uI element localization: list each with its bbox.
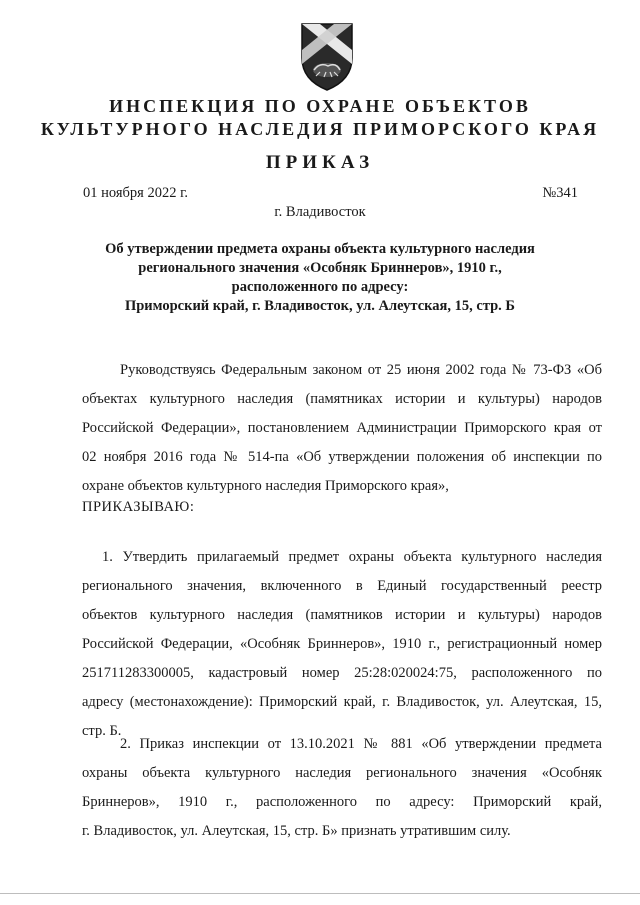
item-1-paragraph <box>82 543 602 746</box>
coat-of-arms-icon <box>298 20 356 92</box>
page-bottom-divider <box>0 893 640 894</box>
text-line: регионального значения, включенного в Единый государственный реестр <box>82 578 602 594</box>
order-date: 01 ноября 2022 г. <box>83 185 189 201</box>
order-subject <box>60 240 580 316</box>
text-line: 2. Приказ инспекции от 13.10.2021 № 881 «Об утверждении предмета <box>120 736 602 752</box>
text-line: охране объектов культурного наследия Приморского края», <box>82 478 449 494</box>
text-line: Российской Федерации, «Особняк Бриннеров», 1910 г., регистрационный номер <box>82 636 602 652</box>
organization-name-line1: ИНСПЕКЦИЯ ПО ОХРАНЕ ОБЪЕКТОВ <box>109 96 531 116</box>
subject-line: регионального значения «Особняк Бриннеров», 1910 г., <box>138 260 502 276</box>
preamble-paragraph <box>82 356 602 501</box>
subject-line: Приморский край, г. Владивосток, ул. Алеутская, 15, стр. Б <box>124 298 516 314</box>
document-type-title: ПРИКАЗ <box>265 152 375 173</box>
item-2-paragraph <box>82 730 602 846</box>
subject-line: Об утверждении предмета охраны объекта культурного наследия <box>105 241 535 257</box>
text-line: объектах культурного наследия (памятниках истории и культуры) народов <box>82 391 602 407</box>
text-line: охраны объекта культурного наследия регионального значения «Особняк <box>82 765 602 781</box>
text-line: Российской Федерации», постановлением Администрации Приморского края от <box>82 420 602 436</box>
text-line: объектов культурного наследия (памятников истории и культуры) народов <box>82 607 602 623</box>
text-line: Бриннеров», 1910 г., расположенного по адресу: Приморский край, <box>82 794 602 810</box>
order-number: №341 <box>542 185 578 201</box>
text-line: стр. Б. <box>82 723 122 739</box>
subject-line: расположенного по адресу: <box>231 279 409 295</box>
text-line: Руководствуясь Федеральным законом от 25 июня 2002 года № 73-ФЗ «Об <box>120 362 602 378</box>
text-line: 02 ноября 2016 года № 514-па «Об утверждении положения об инспекции по <box>82 449 602 465</box>
organization-name-line2: КУЛЬТУРНОГО НАСЛЕДИЯ ПРИМОРСКОГО КРАЯ <box>40 119 600 139</box>
text-line: 251711283300005, кадастровый номер 25:28:020024:75, расположенного по <box>82 665 602 681</box>
text-line: адресу (местонахождение): Приморский край, г. Владивосток, ул. Алеутская, 15, <box>82 694 602 710</box>
decree-word: ПРИКАЗЫВАЮ: <box>82 499 195 515</box>
text-line: г. Владивосток, ул. Алеутская, 15, стр. Б» признать утратившим силу. <box>82 823 511 839</box>
order-city: г. Владивосток <box>274 204 366 220</box>
text-line: 1. Утвердить прилагаемый предмет охраны объекта культурного наследия <box>102 549 602 565</box>
